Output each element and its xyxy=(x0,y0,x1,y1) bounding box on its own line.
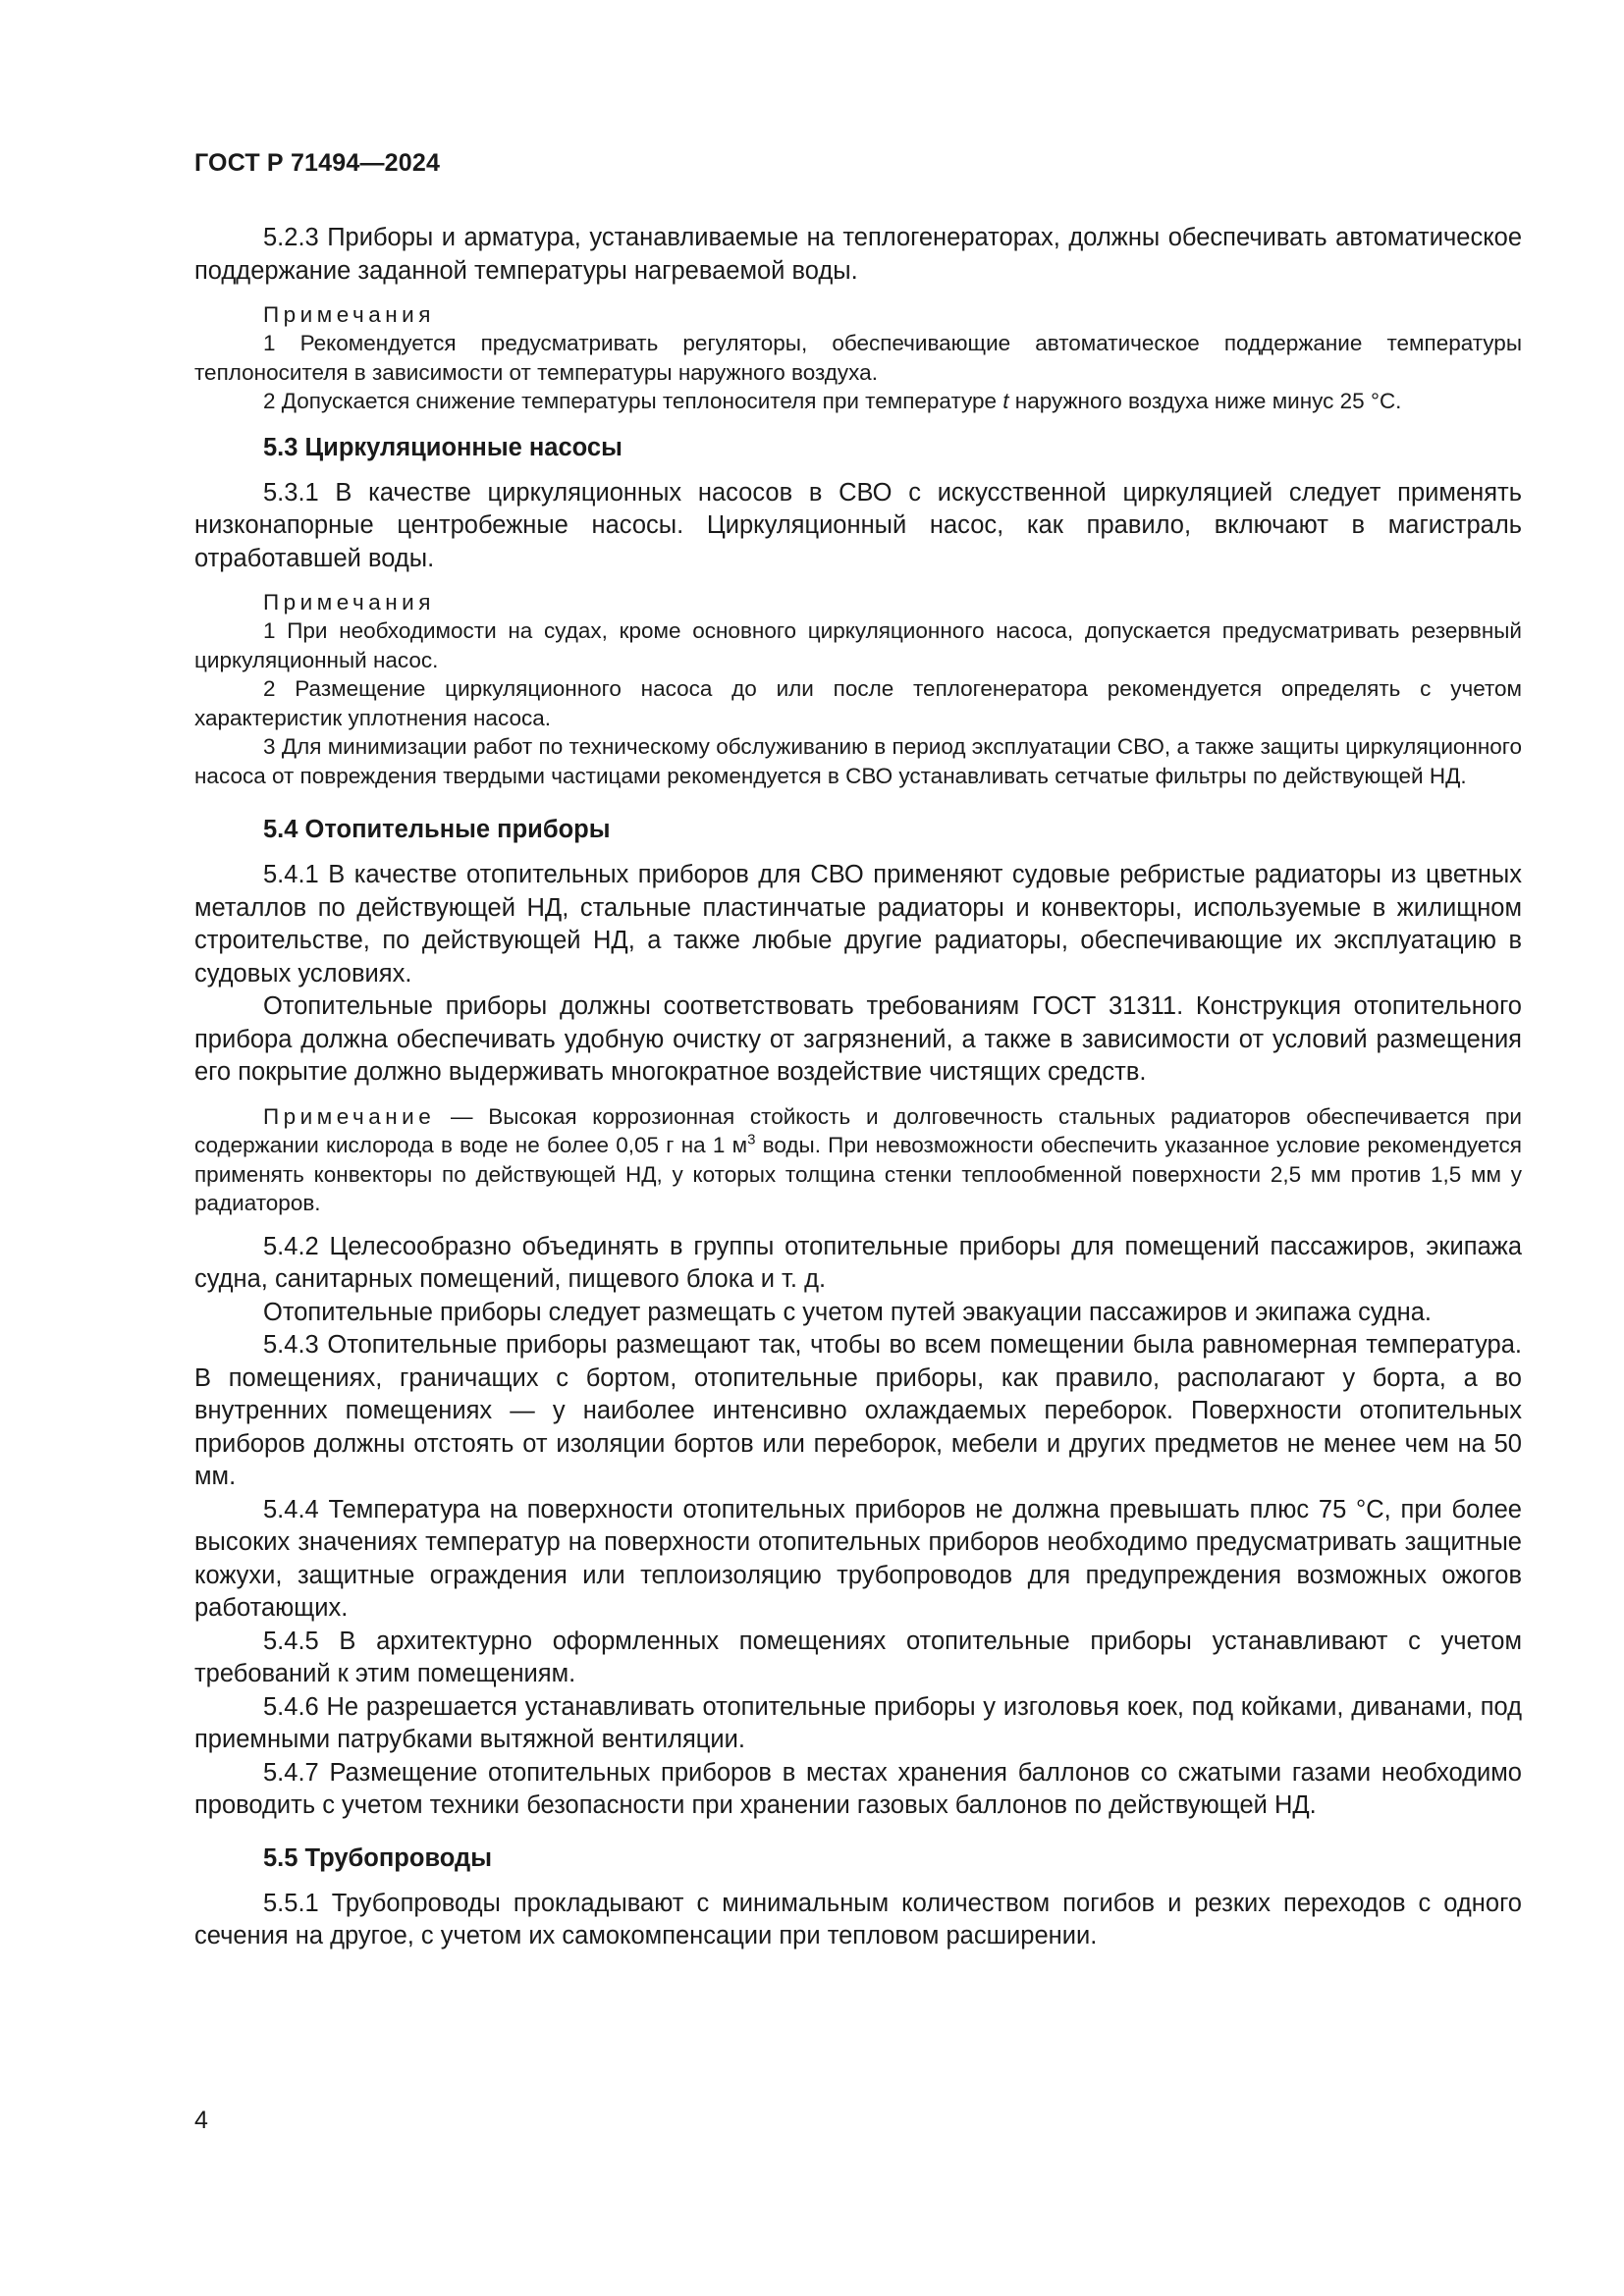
note-text: 2 Допускается снижение температуры теплоносителя при температуре xyxy=(263,389,1003,413)
clause-5-4-5: 5.4.5 В архитектурно оформленных помещениях отопительные приборы устанавливают с учетом требований к этим помещениям. xyxy=(194,1627,1522,1687)
clause-5-4-1-b: Отопительные приборы должны соответствовать требованиям ГОСТ 31311. Конструкция отопительного прибора должна обеспечивать удобную очистку от загрязнений, а также в зависимости от условий размещения его покрытие должно выдерживать многократное воздействие чистящих средств. xyxy=(194,992,1522,1086)
superscript: 3 xyxy=(747,1131,756,1148)
clause-5-3-1: 5.3.1 В качестве циркуляционных насосов в СВО с искусственной циркуляцией следует применять низконапорные центробежные насосы. Циркуляционный насос, как правило, включают в магистраль отработавшей воды. xyxy=(194,478,1522,572)
variable-t: t xyxy=(1002,389,1009,413)
note-text: — Высокая коррозионная стойкость и долговечность стальных радиаторов обеспечивается при содержании кислорода в воде не более 0,05 г на 1 м xyxy=(194,1103,1522,1157)
section-heading-5-4: 5.4 Отопительные приборы xyxy=(263,816,611,843)
section-heading-5-3: 5.3 Циркуляционные насосы xyxy=(263,433,623,461)
page-number: 4 xyxy=(194,2107,208,2134)
clause-5-4-1: 5.4.1 В качестве отопительных приборов для СВО применяют судовые ребристые радиаторы из цветных металлов по действующей НД, стальные пластинчатые радиаторы и конвекторы, используемые в жилищном строительстве, по действующей НД, а также любые другие радиаторы, обеспечивающие их эксплуатацию в судовых условиях. xyxy=(194,861,1522,988)
note-text: наружного воздуха ниже минус 25 °С. xyxy=(1008,389,1402,413)
clause-5-5-1: 5.5.1 Трубопроводы прокладывают с минимальным количеством погибов и резких переходов с одного сечения на другое, с учетом их самокомпенсации при тепловом расширении. xyxy=(194,1889,1522,1949)
document-body xyxy=(194,222,1522,1953)
document-header: ГОСТ Р 71494—2024 xyxy=(194,149,441,177)
note-text: воды. При невозможности обеспечить указанное условие рекомендуется применять конвекторы по действующей НД, у которых толщина стенки теплообменной поверхности 2,5 мм против 1,5 мм у радиаторов. xyxy=(194,1133,1522,1215)
notes-title: Примечания xyxy=(263,590,435,614)
clause-5-4-2-b: Отопительные приборы следует размещать с учетом путей эвакуации пассажиров и экипажа судна. xyxy=(263,1298,1432,1326)
note-5-3-3: 3 Для минимизации работ по техническому обслуживанию в период эксплуатации СВО, а также защиты циркуляционного насоса от повреждения твердыми частицами рекомендуется в СВО устанавливать сетчатые фильтры по действующей НД. xyxy=(194,734,1522,788)
section-heading-5-5: 5.5 Трубопроводы xyxy=(263,1843,492,1872)
note-5-4-1 xyxy=(194,1102,1522,1218)
clause-5-4-7: 5.4.7 Размещение отопительных приборов в местах хранения баллонов со сжатыми газами необходимо проводить с учетом техники безопасности при хранении газовых баллонов по действующей НД. xyxy=(194,1758,1522,1819)
notes-title: Примечания xyxy=(263,302,435,327)
clause-5-2-3: 5.2.3 Приборы и арматура, устанавливаемые на теплогенераторах, должны обеспечивать автоматическое поддержание заданной температуры нагреваемой воды. xyxy=(194,224,1522,285)
clause-5-4-3: 5.4.3 Отопительные приборы размещают так, чтобы во всем помещении была равномерная температура. В помещениях, граничащих с бортом, отопительные приборы, как правило, располагают у борта, а во внутренних помещениях — у наиболее интенсивно охлаждаемых переборок. Поверхности отопительных приборов должны отстоять от изоляции бортов или переборок, мебели и других предметов не менее чем на 50 мм. xyxy=(194,1331,1522,1490)
note-5-3-2: 2 Размещение циркуляционного насоса до или после теплогенератора рекомендуется определять с учетом характеристик уплотнения насоса. xyxy=(194,676,1522,730)
clause-5-4-6: 5.4.6 Не разрешается устанавливать отопительные приборы у изголовья коек, под койками, диванами, под приемными патрубками вытяжной вентиляции. xyxy=(194,1692,1522,1753)
clause-5-4-2: 5.4.2 Целесообразно объединять в группы отопительные приборы для помещений пассажиров, экипажа судна, санитарных помещений, пищевого блока и т. д. xyxy=(194,1232,1522,1293)
note-5-2-3-1: 1 Рекомендуется предусматривать регуляторы, обеспечивающие автоматическое поддержание температуры теплоносителя в зависимости от температуры наружного воздуха. xyxy=(194,331,1522,385)
clause-5-4-4: 5.4.4 Температура на поверхности отопительных приборов не должна превышать плюс 75 °С, при более высоких значениях температур на поверхности отопительных приборов необходимо предусматривать защитные кожухи, защитные ограждения или теплоизоляцию трубопроводов для предупреждения возможных ожогов работающих. xyxy=(194,1495,1522,1622)
note-5-3-1: 1 При необходимости на судах, кроме основного циркуляционного насоса, допускается предусматривать резервный циркуляционный насос. xyxy=(194,618,1522,672)
note-label: Примечание xyxy=(263,1103,436,1129)
note-5-2-3-2 xyxy=(194,387,1522,416)
